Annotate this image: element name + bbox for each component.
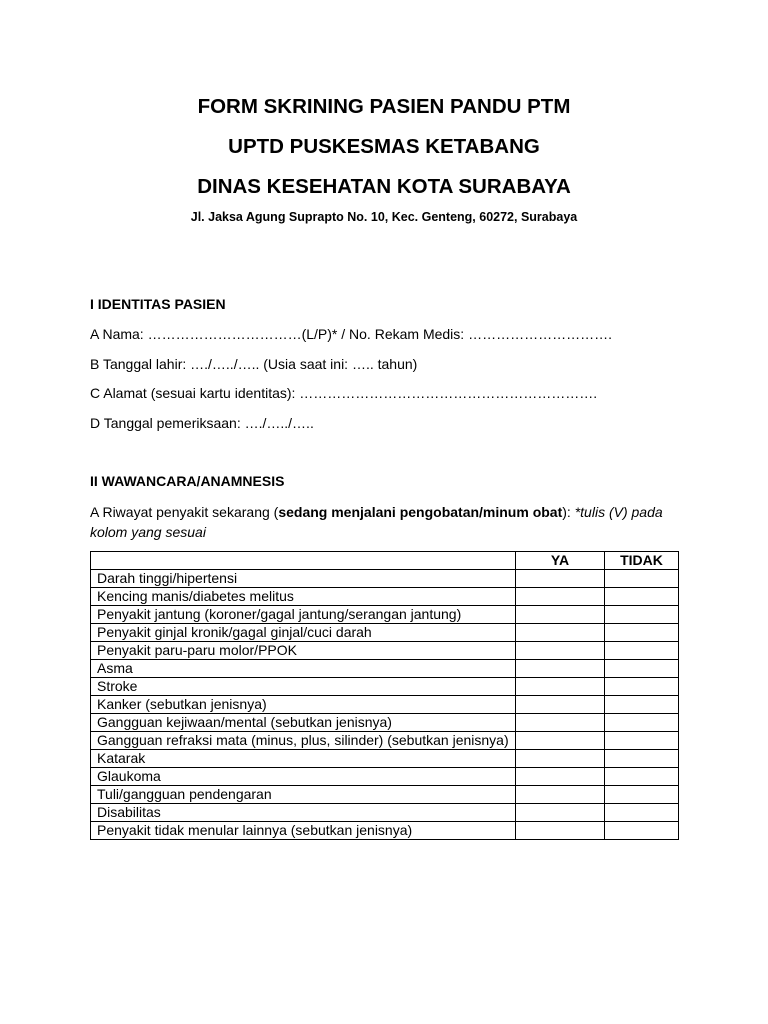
riwayat-italic: *tulis (V) pada kolom yang sesuai xyxy=(90,504,663,540)
table-row xyxy=(91,822,679,840)
ya-checkbox-cell[interactable] xyxy=(516,624,605,642)
address: Jl. Jaksa Agung Suprapto No. 10, Kec. Genteng, 60272, Surabaya xyxy=(190,210,578,224)
tidak-checkbox-cell[interactable] xyxy=(605,804,679,822)
tidak-checkbox-cell[interactable] xyxy=(605,768,679,786)
condition-label: Kencing manis/diabetes melitus xyxy=(91,588,516,606)
table-header-row xyxy=(91,552,679,570)
condition-label: Tuli/gangguan pendengaran xyxy=(91,786,516,804)
table-row xyxy=(91,732,679,750)
header-condition xyxy=(91,552,516,570)
section-wawancara-heading: II WAWANCARA/ANAMNESIS xyxy=(90,473,285,489)
header-ya: YA xyxy=(516,552,605,570)
title-line-2: UPTD PUSKESMAS KETABANG xyxy=(228,135,540,158)
tidak-checkbox-cell[interactable] xyxy=(605,750,679,768)
condition-label: Darah tinggi/hipertensi xyxy=(91,570,516,588)
field-nama: A Nama: ……………………………(L/P)* / No. Rekam Medis: …………………………. xyxy=(90,326,612,342)
ya-checkbox-cell[interactable] xyxy=(516,642,605,660)
tidak-checkbox-cell[interactable] xyxy=(605,660,679,678)
field-tanggal-pemeriksaan: D Tanggal pemeriksaan: …./…../….. xyxy=(90,415,314,431)
tidak-checkbox-cell[interactable] xyxy=(605,624,679,642)
section-identitas-heading: I IDENTITAS PASIEN xyxy=(90,296,226,312)
riwayat-bold: sedang menjalani pengobatan/minum obat xyxy=(278,504,563,520)
tidak-checkbox-cell[interactable] xyxy=(605,822,679,840)
table-row xyxy=(91,678,679,696)
tidak-checkbox-cell[interactable] xyxy=(605,732,679,750)
title-line-3: DINAS KESEHATAN KOTA SURABAYA xyxy=(197,175,571,198)
condition-label: Gangguan refraksi mata (minus, plus, silinder) (sebutkan jenisnya) xyxy=(91,732,516,750)
ya-checkbox-cell[interactable] xyxy=(516,786,605,804)
ya-checkbox-cell[interactable] xyxy=(516,804,605,822)
tidak-checkbox-cell[interactable] xyxy=(605,786,679,804)
riwayat-table xyxy=(90,551,679,840)
table-row xyxy=(91,768,679,786)
tidak-checkbox-cell[interactable] xyxy=(605,714,679,732)
condition-label: Penyakit jantung (koroner/gagal jantung/serangan jantung) xyxy=(91,606,516,624)
table-row xyxy=(91,588,679,606)
ya-checkbox-cell[interactable] xyxy=(516,696,605,714)
condition-label: Penyakit tidak menular lainnya (sebutkan jenisnya) xyxy=(91,822,516,840)
tidak-checkbox-cell[interactable] xyxy=(605,678,679,696)
riwayat-prefix: A Riwayat penyakit sekarang ( xyxy=(90,504,279,520)
table-row xyxy=(91,750,679,768)
condition-label: Disabilitas xyxy=(91,804,516,822)
condition-label: Penyakit ginjal kronik/gagal ginjal/cuci darah xyxy=(91,624,516,642)
table-row xyxy=(91,606,679,624)
condition-label: Penyakit paru-paru molor/PPOK xyxy=(91,642,516,660)
tidak-checkbox-cell[interactable] xyxy=(605,696,679,714)
ya-checkbox-cell[interactable] xyxy=(516,822,605,840)
ya-checkbox-cell[interactable] xyxy=(516,678,605,696)
condition-label: Katarak xyxy=(91,750,516,768)
header-tidak: TIDAK xyxy=(605,552,679,570)
ya-checkbox-cell[interactable] xyxy=(516,714,605,732)
table-row xyxy=(91,804,679,822)
title-line-1: FORM SKRINING PASIEN PANDU PTM xyxy=(197,95,571,118)
table-row xyxy=(91,642,679,660)
ya-checkbox-cell[interactable] xyxy=(516,606,605,624)
riwayat-mid: ): xyxy=(562,504,575,520)
table-row xyxy=(91,696,679,714)
field-alamat: C Alamat (sesuai kartu identitas): ………………………………………………………. xyxy=(90,385,598,401)
ya-checkbox-cell[interactable] xyxy=(516,660,605,678)
table-row xyxy=(91,786,679,804)
condition-label: Asma xyxy=(91,660,516,678)
ya-checkbox-cell[interactable] xyxy=(516,750,605,768)
table-row xyxy=(91,660,679,678)
tidak-checkbox-cell[interactable] xyxy=(605,606,679,624)
ya-checkbox-cell[interactable] xyxy=(516,768,605,786)
condition-label: Kanker (sebutkan jenisnya) xyxy=(91,696,516,714)
condition-label: Glaukoma xyxy=(91,768,516,786)
condition-label: Gangguan kejiwaan/mental (sebutkan jenisnya) xyxy=(91,714,516,732)
table-row xyxy=(91,624,679,642)
ya-checkbox-cell[interactable] xyxy=(516,732,605,750)
ya-checkbox-cell[interactable] xyxy=(516,588,605,606)
tidak-checkbox-cell[interactable] xyxy=(605,642,679,660)
field-tanggal-lahir: B Tanggal lahir: …./…../….. (Usia saat ini: ….. tahun) xyxy=(90,356,418,372)
tidak-checkbox-cell[interactable] xyxy=(605,570,679,588)
tidak-checkbox-cell[interactable] xyxy=(605,588,679,606)
table-row xyxy=(91,570,679,588)
ya-checkbox-cell[interactable] xyxy=(516,570,605,588)
riwayat-instruction xyxy=(90,502,678,542)
condition-label: Stroke xyxy=(91,678,516,696)
table-row xyxy=(91,714,679,732)
